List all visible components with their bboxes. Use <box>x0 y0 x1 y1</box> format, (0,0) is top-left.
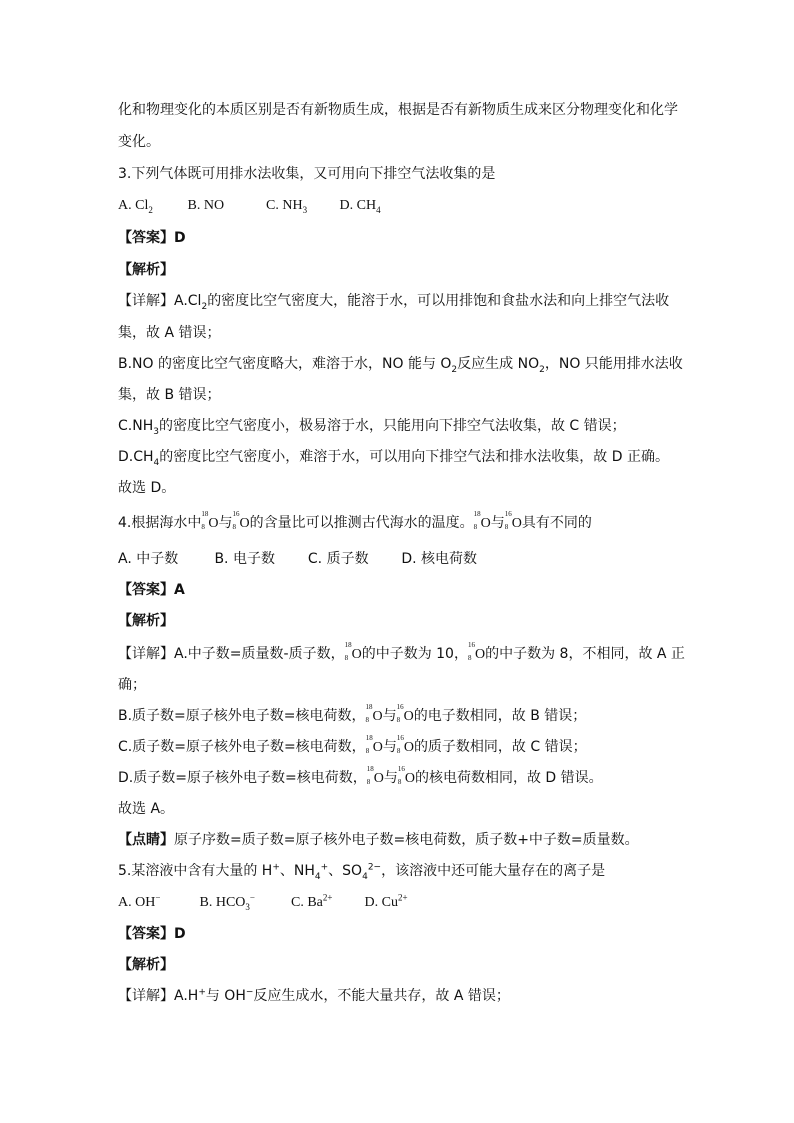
analysis-label: 【解析】 <box>118 613 174 629</box>
question-5-options <box>118 894 408 912</box>
detail-line: D.质子数=原子核外电子数=核电荷数， 18 8 O与 16 8 O的核电荷数相同，故 D 错误。 <box>118 765 603 786</box>
paragraph-line: 变化。 <box>118 134 160 150</box>
oxygen-18-nuclide: 18 8 O <box>366 765 384 786</box>
question-3-stem: 3.下列气体既可用排水法收集，又可用向下排空气法收集的是 <box>118 166 496 182</box>
detail-line: 集，故 B 错误； <box>118 387 221 403</box>
oxygen-16-nuclide: 16 8 O <box>467 641 486 662</box>
question-4-options <box>118 550 477 568</box>
option-c: C. $NH_3$ <box>266 198 308 215</box>
conclusion-line: 故选 D。 <box>118 480 176 496</box>
option-c: C. 质子数 <box>307 551 369 567</box>
option-d: D. $Cu^{2+}$ <box>364 892 408 910</box>
option-c: C. $Ba^{2+}$ <box>291 892 333 910</box>
answer-label: 【答案】A <box>118 582 185 598</box>
detail-line: 【详解】$A.Cl_2$的密度比空气密度大，能溶于水，可以用排饱和食盐水法和向上排空气法收 <box>118 293 670 312</box>
detail-line: 【详解】A.H+与 OH−反应生成水，不能大量共存，故 A 错误； <box>118 987 510 1004</box>
option-d: D. $CH_4$ <box>339 198 381 215</box>
paragraph-line: 化和物理变化的本质区别是否有新物质生成，根据是否有新物质生成来区分物理变化和化学 <box>118 102 678 118</box>
question-3-options <box>118 197 381 215</box>
oxygen-16-nuclide: 16 8 O <box>504 510 522 531</box>
answer-label: 【答案】D <box>118 926 186 942</box>
detail-line: $C.NH_3$的密度比空气密度小，极易溶于水，只能用向下排空气法收集，故 C 错误； <box>118 418 626 437</box>
oxygen-18-nuclide: 18 8 O <box>344 641 362 662</box>
option-b: B. NO <box>187 198 225 213</box>
oxygen-18-nuclide: 18 8 O <box>365 734 383 755</box>
option-d: D. 核电荷数 <box>401 551 478 567</box>
answer-label: 【答案】D <box>118 230 186 246</box>
detail-line: C.质子数=原子核外电子数=核电荷数， 18 8 O与 16 8 O的质子数相同，故 C 错误； <box>118 734 587 755</box>
note-label: 【点睛】 <box>118 832 174 848</box>
detail-line: 【详解】A.中子数=质量数-质子数， 18 8 O的中子数为 10， 16 8 O的中子数为 8，不相同，故 A 正 <box>118 641 685 662</box>
detail-line: $D.CH_4$的密度比空气密度小，难溶于水，可以用向下排空气法和排水法收集，故 D 正确。 <box>118 449 669 468</box>
oxygen-16-nuclide: 16 8 O <box>396 734 414 755</box>
analysis-label: 【解析】 <box>118 262 174 278</box>
oxygen-18-nuclide: 18 8 O <box>365 703 383 724</box>
oxygen-18-nuclide: 18 8 O <box>473 510 491 531</box>
conclusion-line: 故选 A。 <box>118 801 175 817</box>
option-a: A. $Cl_2$ <box>118 198 153 215</box>
oxygen-16-nuclide: 16 8 O <box>232 510 250 531</box>
analysis-label: 【解析】 <box>118 957 174 973</box>
question-4-stem: 4.根据海水中 18 8 O与 16 8 O的含量比可以推测古代海水的温度。 18 8 O与 16 8 O具有不同的 <box>118 510 592 531</box>
detail-line: B.NO 的密度比空气密度略大，难溶于水，NO 能与 $O_2$反应生成 $NO_2$，NO 只能用排水法收 <box>118 356 683 375</box>
oxygen-16-nuclide: 16 8 O <box>397 765 415 786</box>
note-line <box>118 831 639 849</box>
oxygen-18-nuclide: 18 8 O <box>201 510 219 531</box>
oxygen-16-nuclide: 16 8 O <box>396 703 414 724</box>
detail-line: 集，故 A 错误； <box>118 325 221 341</box>
option-a: A. OH− <box>118 892 161 910</box>
note-text: 原子序数=质子数=原子核外电子数=核电荷数，质子数+中子数=质量数。 <box>174 832 639 848</box>
option-b: B. 电子数 <box>214 551 275 567</box>
question-5-stem: 5.某溶液中含有大量的 H+、$NH_4^+$、$SO_4^{2-}$，该溶液中还可能大量存在的离子是 <box>118 862 606 882</box>
option-b: B. $HCO_3^-$ <box>199 892 255 912</box>
option-a: A. 中子数 <box>118 551 179 567</box>
detail-line: B.质子数=原子核外电子数=核电荷数， 18 8 O与 16 8 O的电子数相同，故 B 错误； <box>118 703 587 724</box>
detail-line: 确； <box>118 677 146 693</box>
